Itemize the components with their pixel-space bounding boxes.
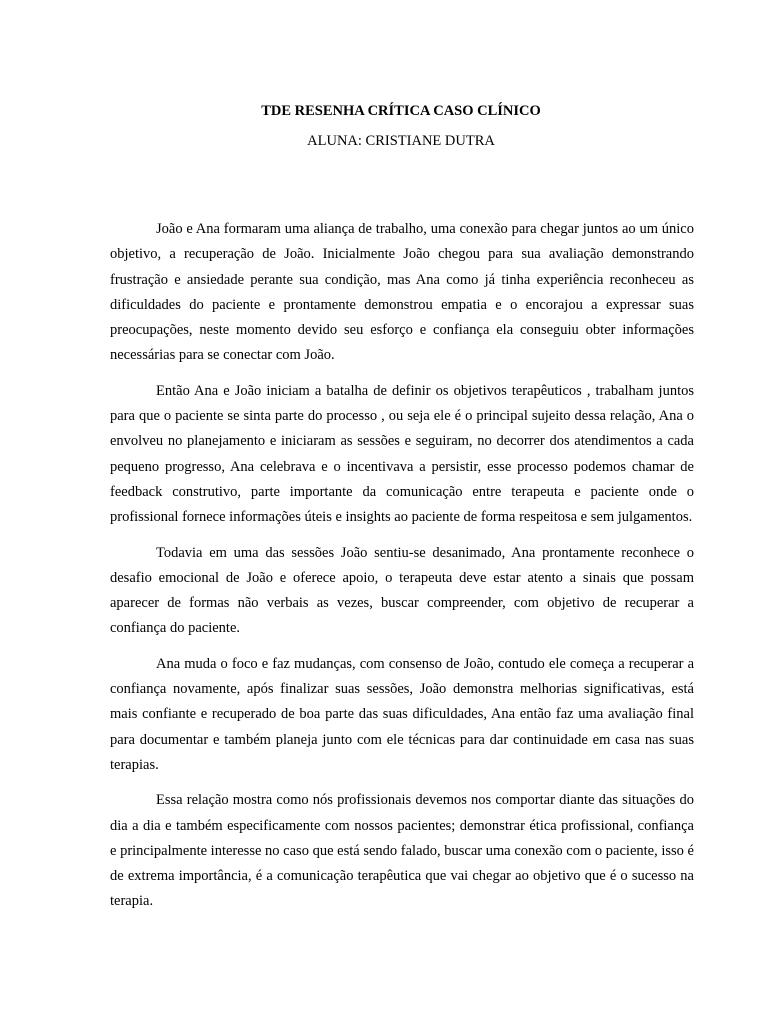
- document-body: [110, 217, 694, 925]
- document-title: TDE RESENHA CRÍTICA CASO CLÍNICO: [261, 103, 541, 119]
- paragraph-4: Ana muda o foco e faz mudanças, com consenso de João, contudo ele começa a recuperar a confiança novamente, após finalizar suas sessões, João demonstra melhorias significativas, está mais confiante e recuperado de boa parte das suas dificuldades, Ana então faz uma avaliação final para documentar e também planeja junto com ele técnicas para dar continuidade em casa nas suas terapias.: [110, 655, 694, 773]
- paragraph-2: Então Ana e João iniciam a batalha de definir os objetivos terapêuticos , trabalham juntos para que o paciente se sinta parte do processo , ou seja ele é o principal sujeito dessa relação, Ana o envolveu no planejamento e iniciaram as sessões e seguiram, no decorrer dos atendimentos a cada pequeno progresso, Ana celebrava e o incentivava a persistir, esse processo podemos chamar de feedback construtivo, parte importante da comunicação entre terapeuta e paciente onde o profissional fornece informações úteis e insights ao paciente de forma respeitosa e sem julgamentos.: [110, 382, 694, 526]
- paragraph-1: João e Ana formaram uma aliança de trabalho, uma conexão para chegar juntos ao um único objetivo, a recuperação de João. Inicialmente João chegou para sua avaliação demonstrando frustração e ansiedade perante sua condição, mas Ana como já tinha experiência reconheceu as dificuldades do paciente e prontamente demonstrou empatia e o encorajou a expressar suas preocupações, neste momento devido seu esforço e confiança ela conseguiu obter informações necessárias para se conectar com João.: [110, 221, 694, 364]
- student-name: ALUNA: CRISTIANE DUTRA: [307, 133, 495, 149]
- paragraph-5: Essa relação mostra como nós profissionais devemos nos comportar diante das situações do dia a dia e também especificamente com nossos pacientes; demonstrar ética profissional, confiança e principalmente interesse no caso que está sendo falado, buscar uma conexão com o paciente, isso é de extrema importância, é a comunicação terapêutica que vai chegar ao objetivo que é o sucesso na terapia.: [110, 792, 694, 910]
- paragraph-3: Todavia em uma das sessões João sentiu-se desanimado, Ana prontamente reconhece o desafio emocional de João e oferece apoio, o terapeuta deve estar atento a sinais que possam aparecer de formas não verbais as vezes, buscar compreender, com objetivo de recuperar a confiança do paciente.: [110, 544, 694, 637]
